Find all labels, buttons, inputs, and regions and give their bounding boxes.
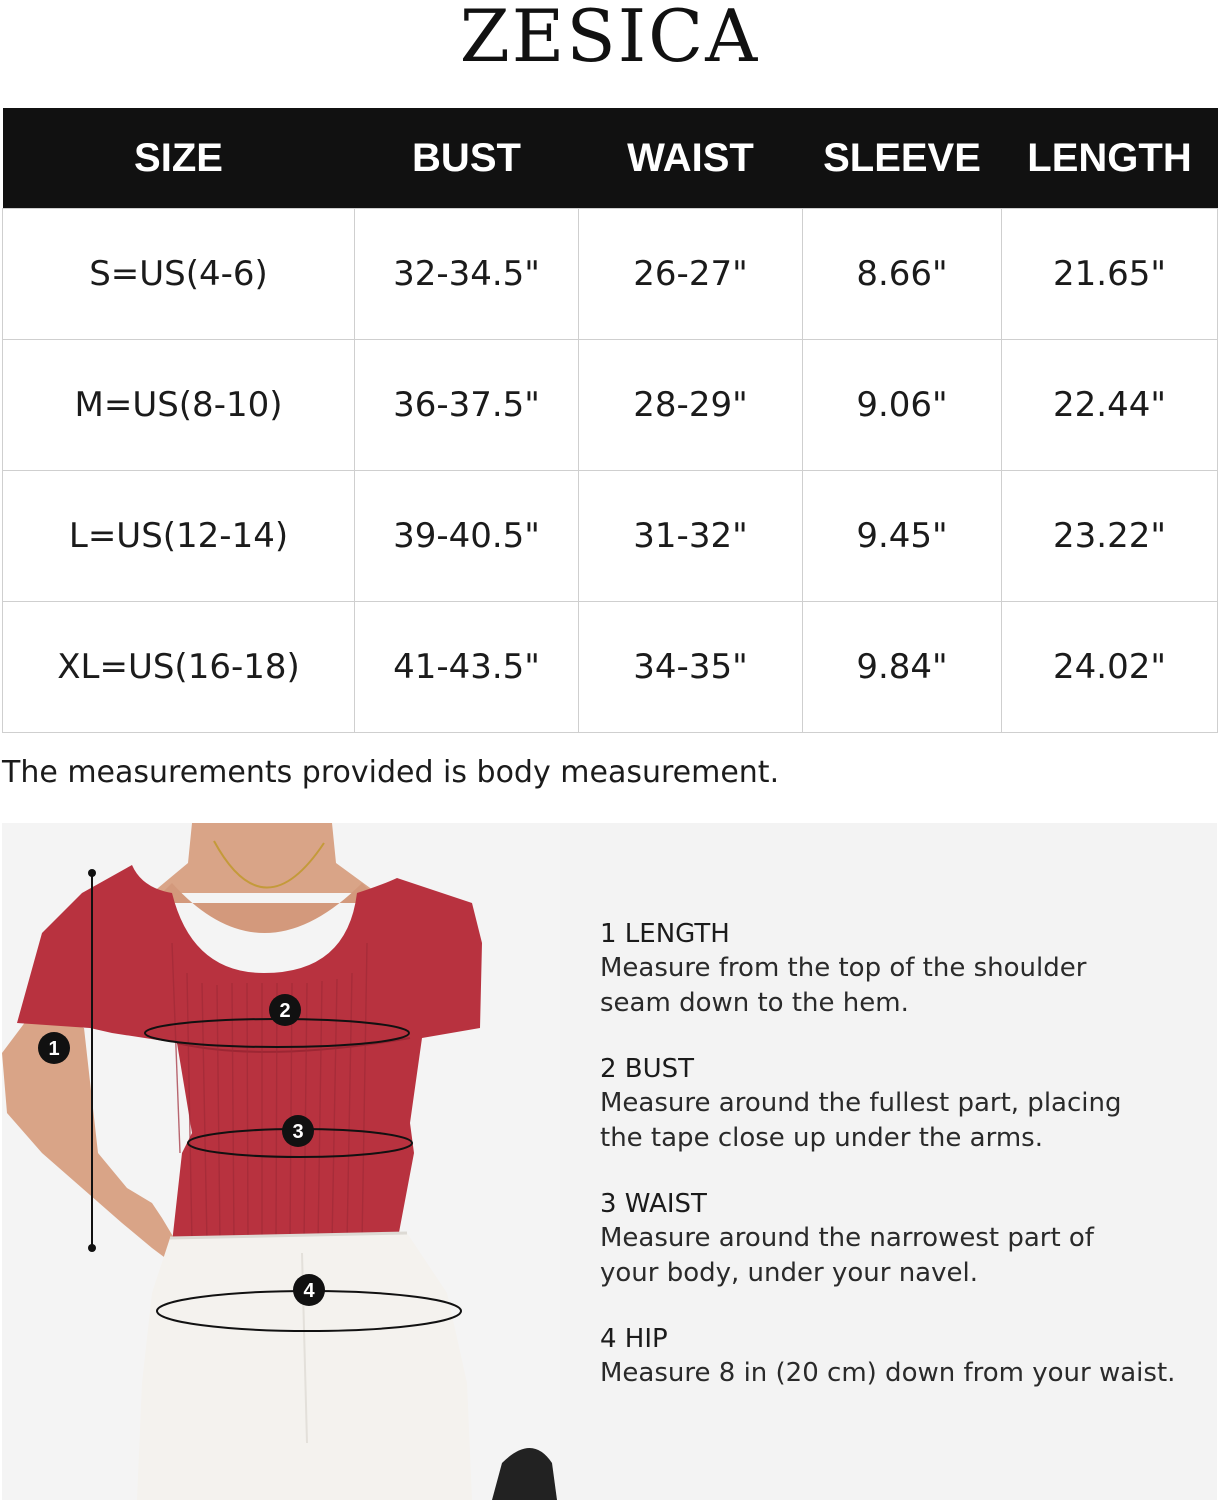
cell-waist: 31-32"	[579, 471, 803, 602]
cell-waist: 34-35"	[579, 602, 803, 733]
measurement-steps	[600, 917, 1200, 1422]
measurement-note: The measurements provided is body measurement.	[2, 755, 780, 790]
table-row	[3, 602, 1218, 733]
step-title: 3 WAIST	[600, 1189, 707, 1219]
cell-length: 23.22"	[1002, 471, 1218, 602]
step-desc: your body, under your navel.	[600, 1258, 978, 1288]
step-title: 4 HIP	[600, 1324, 668, 1354]
marker-2-badge	[269, 994, 301, 1026]
cell-waist: 28-29"	[579, 340, 803, 471]
header-waist: WAIST	[579, 108, 803, 209]
cell-sleeve: 9.45"	[803, 471, 1002, 602]
step-waist	[600, 1187, 1200, 1291]
cell-length: 22.44"	[1002, 340, 1218, 471]
cell-bust: 36-37.5"	[355, 340, 579, 471]
svg-text:1: 1	[48, 1038, 60, 1060]
cell-sleeve: 9.06"	[803, 340, 1002, 471]
step-bust	[600, 1052, 1200, 1156]
step-desc: Measure around the fullest part, placing	[600, 1088, 1122, 1118]
step-title: 2 BUST	[600, 1054, 695, 1084]
cell-length: 24.02"	[1002, 602, 1218, 733]
cell-bust: 32-34.5"	[355, 209, 579, 340]
header-length: LENGTH	[1002, 108, 1218, 209]
svg-text:3: 3	[292, 1121, 304, 1143]
cell-sleeve: 9.84"	[803, 602, 1002, 733]
step-hip	[600, 1322, 1200, 1391]
step-title: 1 LENGTH	[600, 919, 730, 949]
header-size: SIZE	[3, 108, 355, 209]
measurement-guide-panel	[2, 823, 1217, 1500]
cell-length: 21.65"	[1002, 209, 1218, 340]
cell-size: S=US(4-6)	[3, 209, 355, 340]
cell-sleeve: 8.66"	[803, 209, 1002, 340]
step-desc: Measure 8 in (20 cm) down from your waist.	[600, 1358, 1176, 1388]
cell-waist: 26-27"	[579, 209, 803, 340]
cell-size: XL=US(16-18)	[3, 602, 355, 733]
table-header-row	[3, 108, 1218, 209]
header-bust: BUST	[355, 108, 579, 209]
size-chart-table	[2, 108, 1218, 733]
step-desc: seam down to the hem.	[600, 988, 909, 1018]
marker-1-badge	[38, 1032, 70, 1064]
cell-size: L=US(12-14)	[3, 471, 355, 602]
cell-size: M=US(8-10)	[3, 340, 355, 471]
table-row	[3, 340, 1218, 471]
step-desc: Measure from the top of the shoulder	[600, 953, 1087, 983]
cell-bust: 41-43.5"	[355, 602, 579, 733]
step-length	[600, 917, 1200, 1021]
table-row	[3, 471, 1218, 602]
step-desc: Measure around the narrowest part of	[600, 1223, 1094, 1253]
marker-3-badge	[282, 1115, 314, 1147]
cell-bust: 39-40.5"	[355, 471, 579, 602]
table-row	[3, 209, 1218, 340]
svg-text:2: 2	[279, 1000, 291, 1022]
step-desc: the tape close up under the arms.	[600, 1123, 1043, 1153]
brand-logo: ZESICA	[459, 0, 760, 78]
marker-4-badge	[293, 1274, 325, 1306]
svg-text:4: 4	[303, 1280, 315, 1302]
header-sleeve: SLEEVE	[803, 108, 1002, 209]
model-photo	[2, 823, 560, 1500]
